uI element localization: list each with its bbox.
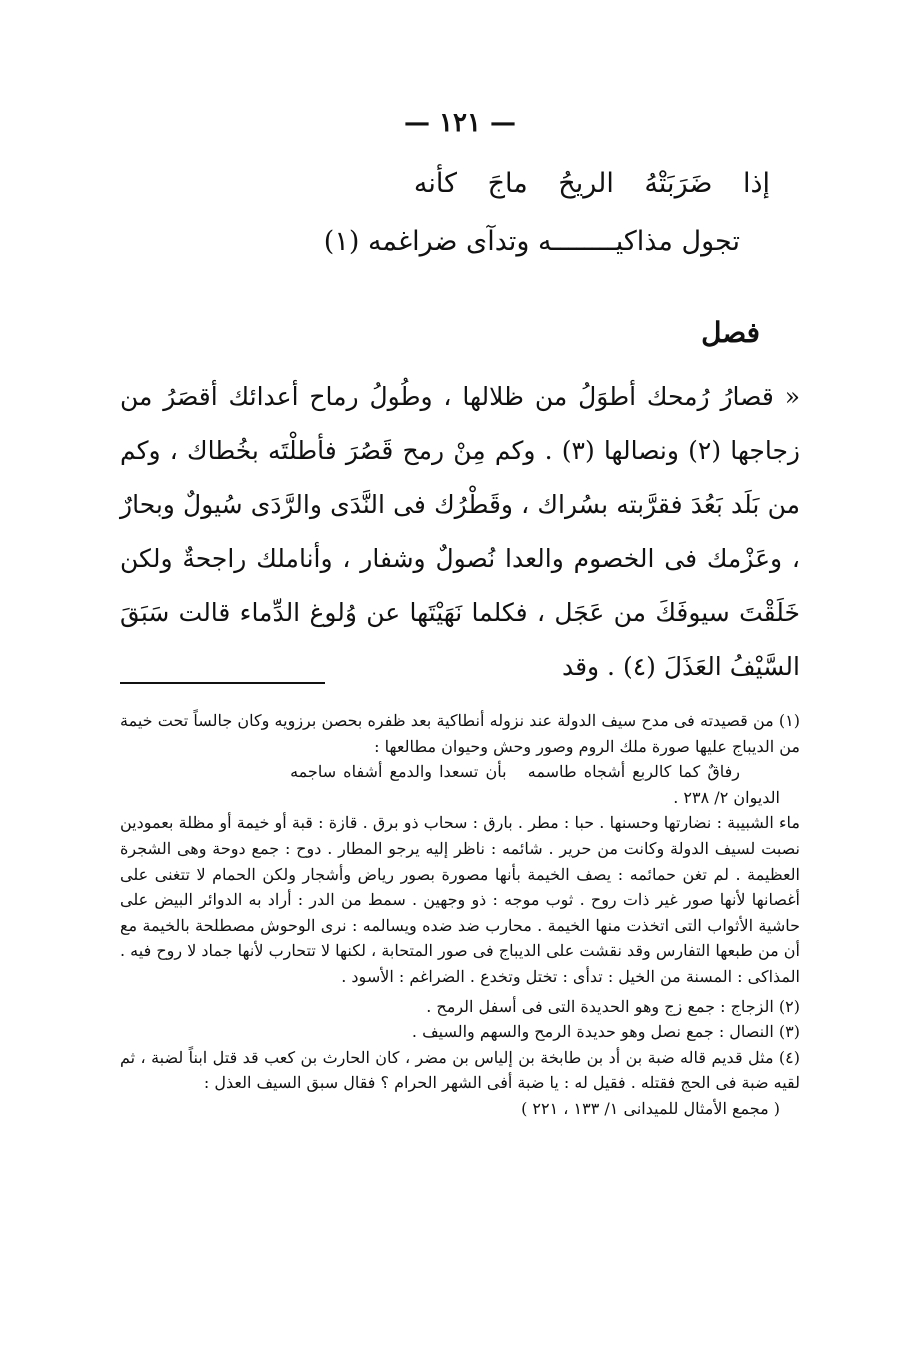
footnote-separator: [120, 682, 325, 684]
poem-verse-1: إذا ضَرَبَتْهُ الريحُ ماجَ كأنه: [413, 168, 770, 199]
footnote-1-verse: رفاقٌ كما كالربع أشجاه طاسمه ‍ ‍ بأن تسعدا والدمع أشفاه ساجمه: [290, 762, 740, 782]
footnote-1-glossary: ماء الشبيبة : نضارتها وحسنها . حبا : مطر . بارق : سحاب ذو برق . قازة : قبة أو خيمة أو مظلة بعمودين نصبت لسيف الدولة وكانت من حرير . شائمه : ناظر إليه يرجو المطار . دوح : جمع دوحة وهى الشجرة العظيمة . لم تغن حمائمه : يصف الخيمة بأنها مصورة بصور رياض وأشجار ولكن الحمام لا تتغنى على أغصانها لأنها صور غير ذات روح . ثوب موجه : ذو وجهين . سمط من الدر : أراد به الدوائر البيض على حاشية الأثواب التى اتخذت منها الخيمة . محارب ضد ضده ويسالمه : نرى الوحوش مصطلحة بالخيمة مع أن من طبعها التفارس وقد نقشت على الديباج فى صور المتحابة ، لكنها لا تتحارب لأنها جماد لا روح فيه . المذاكى : المسنة من الخيل : تدأى : تختل وتخدع . الضراغم : الأسود .: [120, 813, 800, 986]
footnote-2: (٢) الزجاج : جمع زج وهو الحديدة التى فى أسفل الرمح .: [426, 996, 800, 1016]
footnote-1-reference: الديوان ٢/ ٢٣٨ .: [673, 787, 780, 807]
section-title: فصل: [701, 316, 760, 349]
footnote-4-source: ( مجمع الأمثال للميدانى ١/ ١٣٣ ، ٢٢١ ): [521, 1098, 780, 1118]
poem-verse-2: تجول مذاكيــــــــه وتدآى ضراغمه (١): [323, 226, 740, 257]
footnote-3: (٣) النصال : جمع نصل وهو حديدة الرمح والسهم والسيف .: [411, 1022, 800, 1042]
page-number: — ١٢١ —: [403, 108, 517, 138]
body-paragraph: « قصارُ رُمحك أطوَلُ من ظلالها ، وطُولُ رماح أعدائك أقصَرُ من زجاجها (٢) ونصالها (٣) . وكم مِنْ رمح قَصُرَ فأطلْتَه بخُطاك ، وكم من بَلَد بَعُدَ فقرَّبته بسُراك ، وقَطْرُك فى النَّدَى والرَّدَى سُيولٌ وبحارٌ ، وعَزْمك فى الخصوم والعدا نُصولٌ وشفار ، وأناملك راجحةٌ ولكن خَلَقْتَ سيوفَكَ من عَجَل ، فكلما نَهَيْتَها عن وُلوغ الدِّماء قالت سَبَقَ السَّيْفُ العَذَلَ (٤) . وقد: [120, 382, 800, 681]
footnotes: [120, 708, 800, 1122]
footnote-1-intro: (١) من قصيدته فى مدح سيف الدولة عند نزوله أنطاكية بعد ظفره بحصن برزويه وكان جالساً تحت خيمة من الديباج عليها صورة ملك الروم وصور وحش وحيوان مطالعها :: [120, 711, 800, 756]
footnote-4: (٤) مثل قديم قاله ضبة بن أد بن طابخة بن إلياس بن مضر ، كان الحارث بن كعب قد قتل ابناً لضبة ، ثم لقيه ضبة فى الحج فقتله . فقيل له : يا ضبة أفى الشهر الحرام ؟ فقال سبق السيف العذل :: [120, 1047, 800, 1093]
